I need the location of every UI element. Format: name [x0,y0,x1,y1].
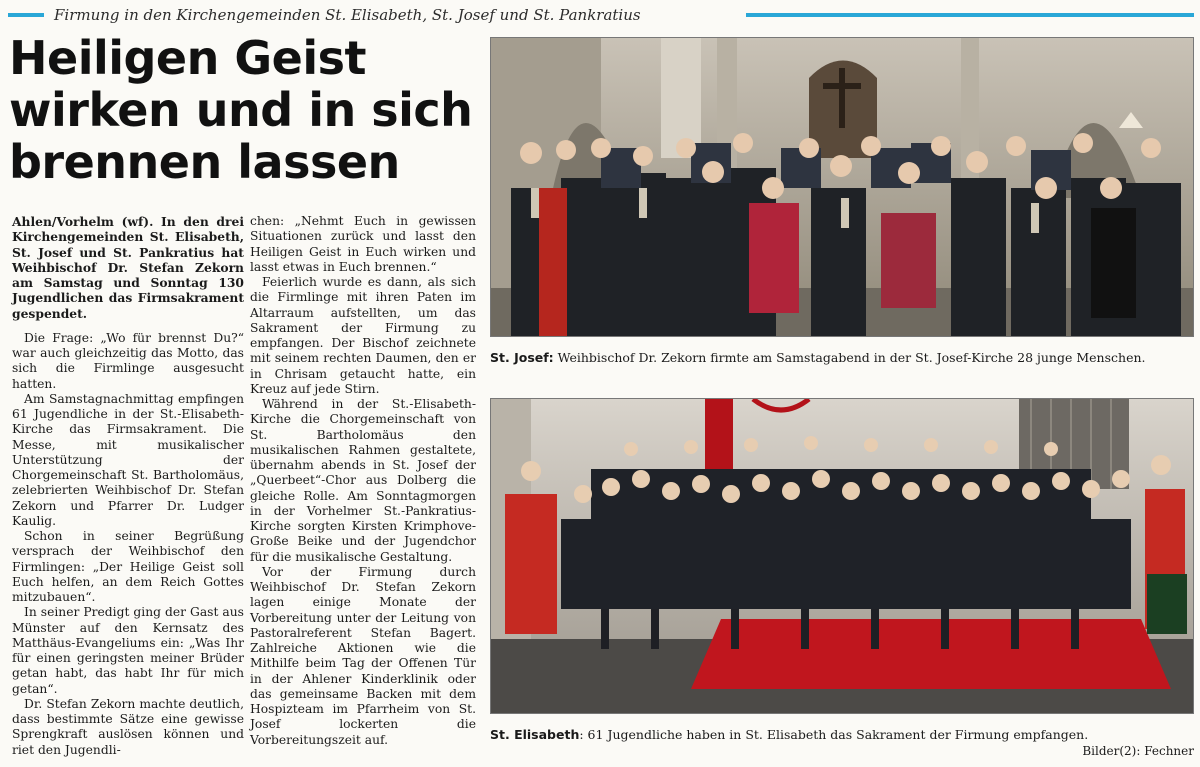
kicker: Firmung in den Kirchengemeinden St. Elisabeth, St. Josef und St. Pankratius [54,6,641,24]
photo-st-josef [490,37,1194,337]
headline-line-3: brennen lassen [9,135,400,189]
photo-caption-st-josef [490,350,1192,366]
article-lead: Ahlen/Vorhelm (wf). In den drei Kirchengemeinden St. Elisabeth, St. Josef und St. Pankratius hat Weihbischof Dr. Stefan Zekorn am Samstag und Sonntag 130 Jugendlichen das Firmsakrament gespendet. [12,214,244,321]
article-column-2 [250,214,476,748]
photo-caption-st-elisabeth [490,727,1192,743]
article-column-1 [12,214,244,758]
article-paragraph-continued: chen: „Nehmt Euch in gewissen Situationen zurück und lasst den Heiligen Geist in Euch wirken und lasst etwas in Euch brennen.“ [250,214,476,274]
article-paragraph: In seiner Predigt ging der Gast aus Münster auf den Kernsatz des Matthäus-Evangeliums ein: „Was Ihr für einen geringsten meiner Brüder getan habt, das habt Ihr für mich getan“. [12,605,244,696]
headline [9,32,479,188]
article-paragraph: Am Samstagnachmittag empfingen 61 Jugendliche in der St.-Elisabeth-Kirche das Firmsakrament. Die Messe, mit musikalischer Unterstützung der Chorgemeinschaft St. Bartholomäus, zelebrierten Weihbischof Dr. Stefan Zekorn und Pfarrer Dr. Ludger Kaulig. [12,391,244,528]
headline-line-1: Heiligen Geist [9,31,366,85]
kicker-rule-right [746,13,1194,17]
article-paragraph: Feierlich wurde es dann, als sich die Firmlinge mit ihren Paten im Altarraum aufstellten, um das Sakrament der Firmung zu empfangen. Der Bischof zeichnete mit seinem rechten Daumen, den er in Chrisam getaucht hatte, ein Kreuz auf jede Stirn. [250,275,476,396]
photo-st-elisabeth [490,398,1194,714]
article-paragraph: Schon in seiner Begrüßung versprach der Weihbischof den Firmlingen: „Der Heilige Geist soll Euch helfen, an dem Reich Gottes mitzubauen“. [12,529,244,604]
headline-line-2: wirken und in sich [9,83,473,137]
group-photo-st-josef-image [491,38,1193,336]
article-paragraph: Dr. Stefan Zekorn machte deutlich, dass bestimmte Sätze eine gewisse Sprengkraft auslösen können und riet den Jugendli- [12,696,244,757]
caption-label: St. Josef: [490,350,554,365]
caption-text: : 61 Jugendliche haben in St. Elisabeth das Sakrament der Firmung empfangen. [579,727,1089,742]
caption-text: Weihbischof Dr. Zekorn firmte am Samstagabend in der St. Josef-Kirche 28 junge Menschen. [553,350,1146,365]
kicker-row [8,5,1194,25]
article-paragraph: Während in der St.-Elisabeth-Kirche die Chorgemeinschaft von St. Bartholomäus den musikalischen Rahmen gestaltete, übernahm abends in St. Josef der „Querbeet“-Chor aus Dolberg die gleiche Rolle. Am Sonntagmorgen in der Vorhelmer St.-Pankratius-Kirche sorgten Kirsten Krimphove-Große Beike und der Jugendchor für die musikalische Gestaltung. [250,397,476,564]
kicker-rule-left [8,13,44,17]
caption-label: St. Elisabeth [490,727,580,742]
group-photo-st-elisabeth-image [491,399,1193,713]
photo-credit: Bilder(2): Fechner [1082,744,1194,758]
article-paragraph: Die Frage: „Wo für brennst Du?“ war auch gleichzeitig das Motto, das sich die Firmlinge ausgesucht hatten. [12,330,244,391]
article-paragraph: Vor der Firmung durch Weihbischof Dr. Stefan Zekorn lagen einige Monate der Vorbereitung unter der Leitung von Pastoralreferent Stefan Bagert. Zahlreiche Aktionen wie die Mithilfe beim Tag der Offenen Tür in der Ahlener Kinderklinik oder das gemeinsame Backen mit dem Hospizteam im Pfarrheim von St. Josef lockerten die Vorbereitungszeit auf. [250,564,476,747]
